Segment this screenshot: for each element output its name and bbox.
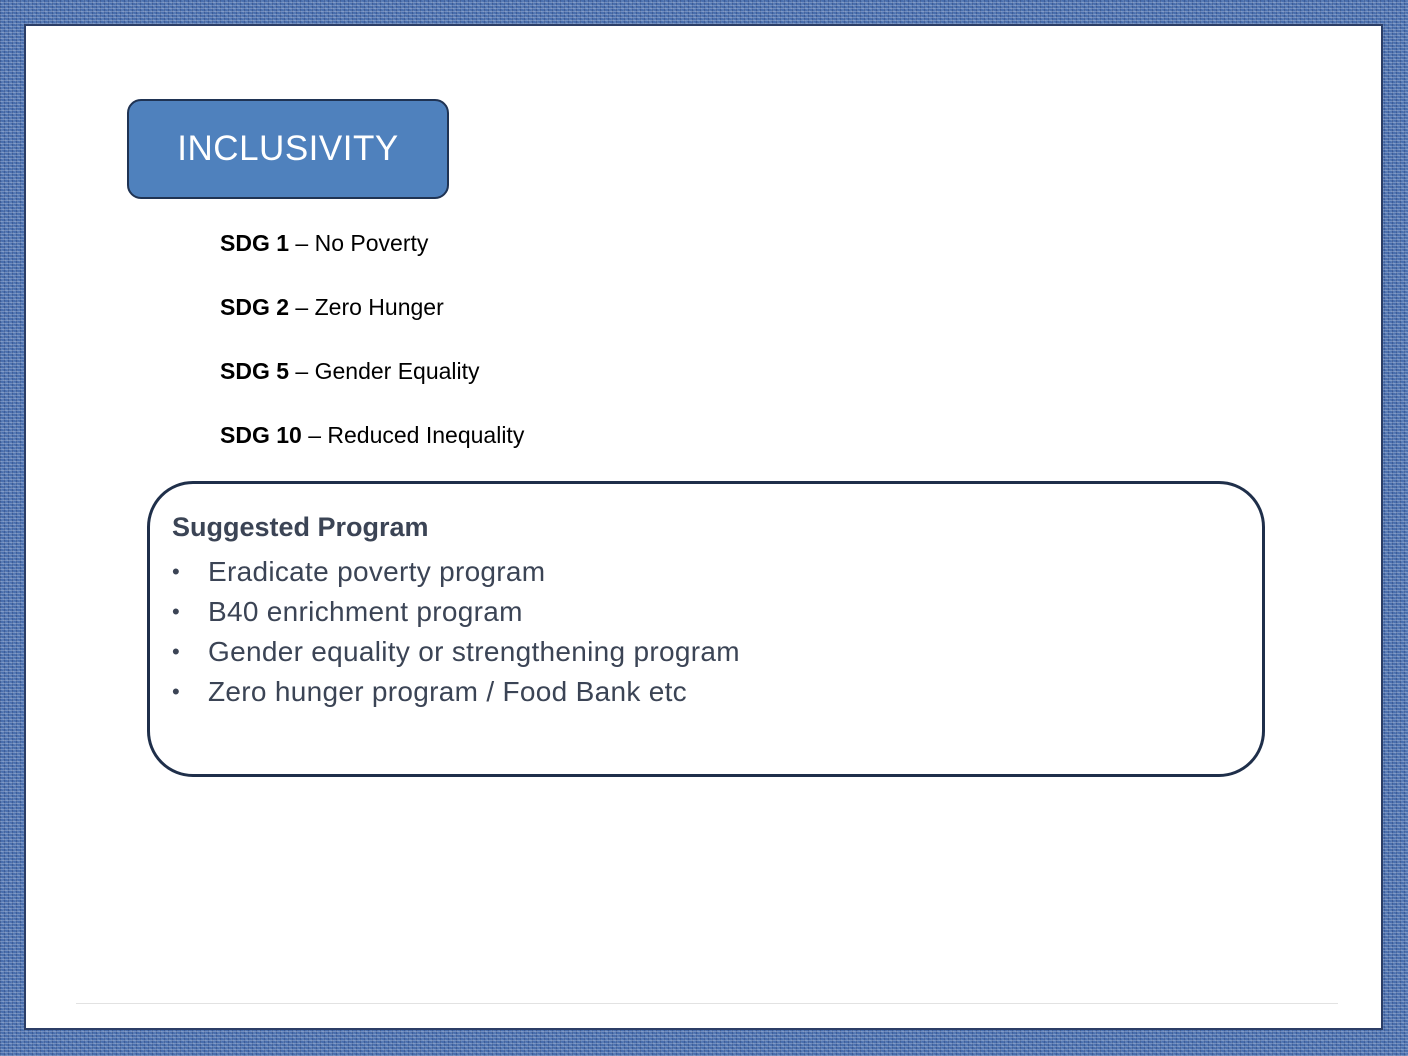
title-box — [127, 99, 449, 199]
program-list — [172, 552, 740, 712]
program-heading: Suggested Program — [172, 512, 429, 542]
sdg-code: SDG 2 — [220, 294, 290, 320]
sdg-name: No Poverty — [314, 230, 429, 256]
program-item — [172, 632, 740, 672]
sdg-code: SDG 1 — [220, 230, 290, 256]
program-item — [172, 672, 740, 712]
sdg-code: SDG 5 — [220, 358, 290, 384]
program-item-text: Gender equality or strengthening program — [208, 636, 740, 667]
sdg-list — [220, 226, 524, 482]
sdg-separator: – — [289, 294, 315, 320]
slide — [24, 24, 1383, 1030]
program-item — [172, 592, 740, 632]
sdg-name: Zero Hunger — [314, 294, 444, 320]
sdg-item-1 — [220, 226, 524, 290]
bullet-icon: • — [172, 639, 181, 664]
sdg-name: Reduced Inequality — [327, 422, 525, 448]
bullet-icon: • — [172, 559, 181, 584]
program-item — [172, 552, 740, 592]
sdg-item-10 — [220, 418, 524, 482]
program-item-text: Zero hunger program / Food Bank etc — [208, 676, 687, 707]
sdg-code: SDG 10 — [220, 422, 302, 448]
program-item-text: B40 enrichment program — [208, 596, 523, 627]
sdg-item-2 — [220, 290, 524, 354]
sdg-separator: – — [289, 358, 315, 384]
sdg-separator: – — [289, 230, 315, 256]
bullet-icon: • — [172, 599, 181, 624]
sdg-name: Gender Equality — [314, 358, 480, 384]
bullet-icon: • — [172, 679, 181, 704]
sdg-separator: – — [301, 422, 328, 448]
suggested-program-box — [147, 481, 1265, 777]
footer-divider — [76, 1003, 1338, 1004]
slide-title: INCLUSIVITY — [177, 129, 399, 168]
sdg-item-5 — [220, 354, 524, 418]
program-item-text: Eradicate poverty program — [208, 556, 546, 587]
